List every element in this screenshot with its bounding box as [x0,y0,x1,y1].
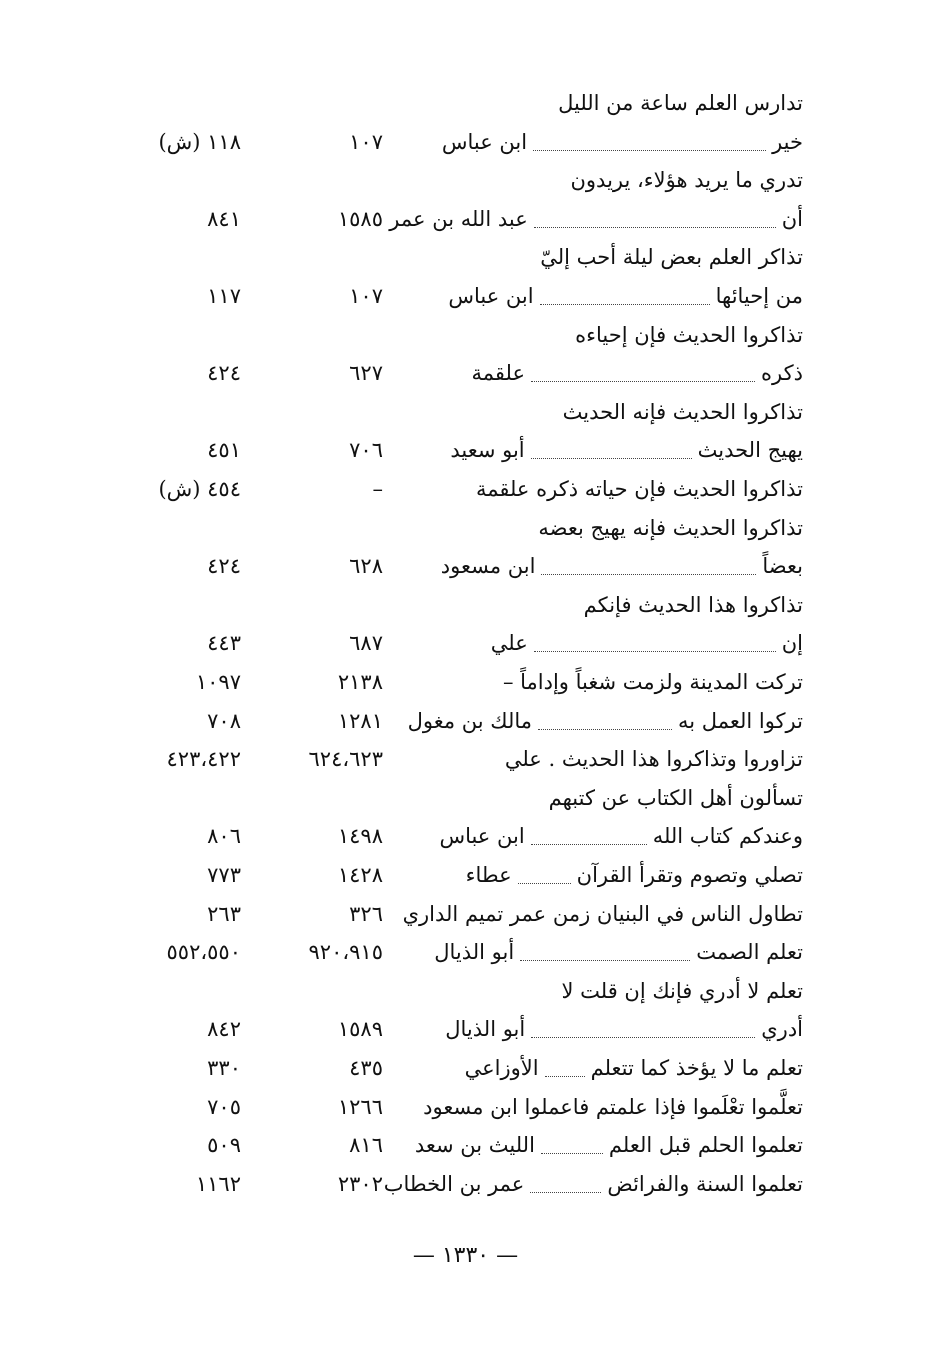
page-reference: ٧٠٨ [207,708,241,733]
entry-text [549,779,803,817]
index-line [0,84,931,122]
page-reference: ٥٠٩ [207,1133,241,1158]
entry-text [570,161,803,199]
entry-text [465,1049,803,1087]
narrator-name: ابن عباس [448,284,534,308]
entry-text [442,123,803,161]
index-line [0,817,931,855]
entry-phrase: بعضاً [762,554,803,579]
index-line [0,547,931,585]
narrator-name: علي [490,631,528,656]
index-line [0,1126,931,1164]
entry-text [584,586,803,624]
index-line [0,586,931,624]
entry-text [423,1088,803,1126]
index-line [0,933,931,971]
hadith-number: ١٤٢٨ [337,863,383,887]
index-line [0,740,931,778]
entry-phrase: تركت المدينة ولزمت شغباً وإداماً – [502,670,803,694]
page-reference: ٤٢٤ [207,554,241,579]
page-reference: ١١٧ [207,284,241,308]
leader-dots [530,1178,601,1193]
narrator-name: عطاء [465,863,512,887]
index-line [0,200,931,238]
leader-dots [533,136,766,151]
index-line [0,470,931,508]
entry-text [472,354,803,392]
leader-dots [520,946,690,961]
narrator-name: عمر بن الخطاب [383,1171,525,1196]
narrator-name: ابن عباس [439,824,525,849]
entry-phrase: أدري [761,1017,803,1042]
entry-phrase: تدري ما يريد هؤلاء، يريدون [570,168,803,193]
entry-text [563,393,803,431]
leader-dots [534,213,776,228]
index-line [0,856,931,894]
page-reference: ٧٧٣ [207,863,241,887]
entry-text [450,431,803,469]
entry-text [561,972,803,1010]
entry-phrase: تعلموا السنة والفرائض [607,1171,803,1196]
page-number: — ١٣٣٠ — [412,1243,519,1268]
entry-phrase: تزاوروا وتذاكروا هذا الحديث . علي [504,747,803,772]
hadith-number: ٢١٣٨ [337,670,383,694]
hadith-number: ٢٣٠٢ [337,1171,383,1196]
index-line [0,238,931,276]
hadith-number: ٤٣٥ [349,1056,383,1080]
entry-text [415,1126,803,1164]
leader-dots [540,290,710,305]
entry-text [466,856,803,894]
leader-dots [531,1023,755,1038]
narrator-name: ابن مسعود [440,554,536,579]
page-reference: ٨٤٢ [207,1017,241,1042]
page-reference: ١٠٩٧ [195,670,241,694]
entry-text [403,895,803,933]
index-line [0,1010,931,1048]
page-reference: ٤٢٤ [207,361,241,386]
index-line [0,972,931,1010]
narrator-name: أبو الذيال [434,940,515,965]
hadith-number: ١٤٩٨ [337,824,383,849]
entry-text [503,663,803,701]
entry-phrase: تعلموا الحلم قبل العلم [608,1133,803,1158]
page-reference: ١١٦٢ [195,1171,241,1196]
entry-phrase: من إحيائها [715,284,803,308]
narrator-name: أبو سعيد [450,438,525,463]
entry-phrase: تعلم ما لا يؤخذ كما تتعلم [590,1056,803,1080]
page-reference: ٤٢٣،٤٢٢ [166,747,241,772]
index-line [0,1088,931,1126]
leader-dots [531,444,692,459]
hadith-number: ٩٢٠،٩١٥ [308,940,383,965]
page-reference: ٨٠٦ [207,824,241,849]
leader-dots [531,367,755,382]
leader-dots [541,1139,603,1154]
hadith-number: ٧٠٦ [349,438,383,463]
leader-dots [538,715,672,730]
entry-text [538,509,803,547]
entry-text [389,200,803,238]
entry-text [439,817,803,855]
index-line [0,123,931,161]
page-reference: ٥٥٢،٥٥٠ [166,940,241,965]
hadith-number: – [372,477,383,501]
index-line [0,663,931,701]
entry-phrase: يهيج الحديث [697,438,803,463]
page-reference: ٣٣٠ [207,1056,241,1080]
page-reference: ٧٠٥ [207,1094,241,1119]
leader-dots [531,830,647,845]
index-line [0,624,931,662]
entry-phrase: تركوا العمل به [678,708,803,733]
page-reference: ٢٦٣ [207,901,241,926]
index-line [0,1165,931,1203]
entry-text [448,277,803,315]
hadith-number: ١٠٧ [349,129,383,154]
page-reference: ٤٤٣ [207,631,241,656]
leader-dots [534,637,776,652]
hadith-number: ١٥٨٩ [337,1017,383,1042]
narrator-name: أبو الذيال [445,1017,526,1042]
hadith-number: ١٠٧ [349,284,383,308]
index-line [0,895,931,933]
entry-phrase: تذاكروا الحديث فإن حياته ذكره علقمة [475,477,803,501]
page-reference: ٤٥١ [207,438,241,463]
entry-phrase: تعلَّموا تعْلَموا فإذا علمتم فاعملوا ابن مسعود [423,1094,803,1119]
entry-text [434,933,803,971]
hadith-number: ١٢٦٦ [337,1094,383,1119]
index-line [0,354,931,392]
index-line [0,779,931,817]
entry-phrase: تعلم لا أدري فإنك إن قلت لا [561,978,803,1003]
entry-text [445,1010,803,1048]
entry-phrase: تذاكر العلم بعض ليلة أحب إليّ [540,245,803,270]
entry-phrase: تعلم الصمت [696,940,803,965]
hadith-number: ٦٢٧ [349,361,383,386]
narrator-name: علقمة [471,361,526,386]
index-line [0,161,931,199]
hadith-number: ٦٢٨ [349,554,383,579]
entry-text [476,470,803,508]
page-reference: ٤٥٤ (ش) [158,477,241,501]
entry-phrase: تصلي وتصوم وتقرأ القرآن [576,863,803,887]
leader-dots [545,1062,585,1077]
hadith-number: ٨١٦ [349,1133,383,1158]
entry-text [575,316,803,354]
entry-phrase: تذاكروا الحديث فإنه يهيج بعضه [538,515,803,540]
leader-dots [518,869,571,884]
entry-phrase: إن [781,631,803,656]
hadith-number: ٣٢٦ [349,901,383,926]
entry-phrase: تسألون أهل الكتاب عن كتبهم [548,785,803,810]
narrator-name: ابن عباس [441,129,528,154]
narrator-name: الليث بن سعد [414,1133,535,1158]
entry-phrase: تطاول الناس في البنيان زمن عمر تميم الداري [402,901,803,926]
entry-text [384,1165,803,1203]
hadith-number: ١٥٨٥ [337,206,383,231]
index-line [0,431,931,469]
narrator-name: عبد الله بن عمر [389,206,528,231]
entry-text [505,740,803,778]
entry-text [540,238,803,276]
index-line [0,509,931,547]
entry-phrase: أن [781,206,803,231]
leader-dots [541,560,756,575]
entry-text [558,84,803,122]
page-reference: ١١٨ (ش) [158,129,241,154]
entry-phrase: وعندكم كتاب الله [652,824,803,849]
entry-phrase: تذاكروا الحديث فإنه الحديث [562,399,803,424]
entry-text [491,624,803,662]
entry-phrase: تدارس العلم ساعة من الليل [558,91,803,115]
entry-phrase: تذاكروا الحديث فإن إحياءه [575,322,803,347]
entry-phrase: تذاكروا هذا الحديث فإنكم [583,592,803,617]
narrator-name: مالك بن مغول [407,708,533,733]
index-line [0,393,931,431]
hadith-number: ٦٨٧ [349,631,383,656]
entry-phrase: ذكره [761,361,803,386]
index-line [0,277,931,315]
narrator-name: الأوزاعي [464,1056,539,1080]
entry-text [408,702,803,740]
hadith-number: ٦٢٤،٦٢٣ [308,747,383,772]
entry-phrase: خير [772,129,803,154]
hadith-number: ١٢٨١ [337,708,383,733]
index-line [0,1049,931,1087]
page-reference: ٨٤١ [207,206,241,231]
index-line [0,702,931,740]
index-line [0,316,931,354]
entry-text [441,547,803,585]
